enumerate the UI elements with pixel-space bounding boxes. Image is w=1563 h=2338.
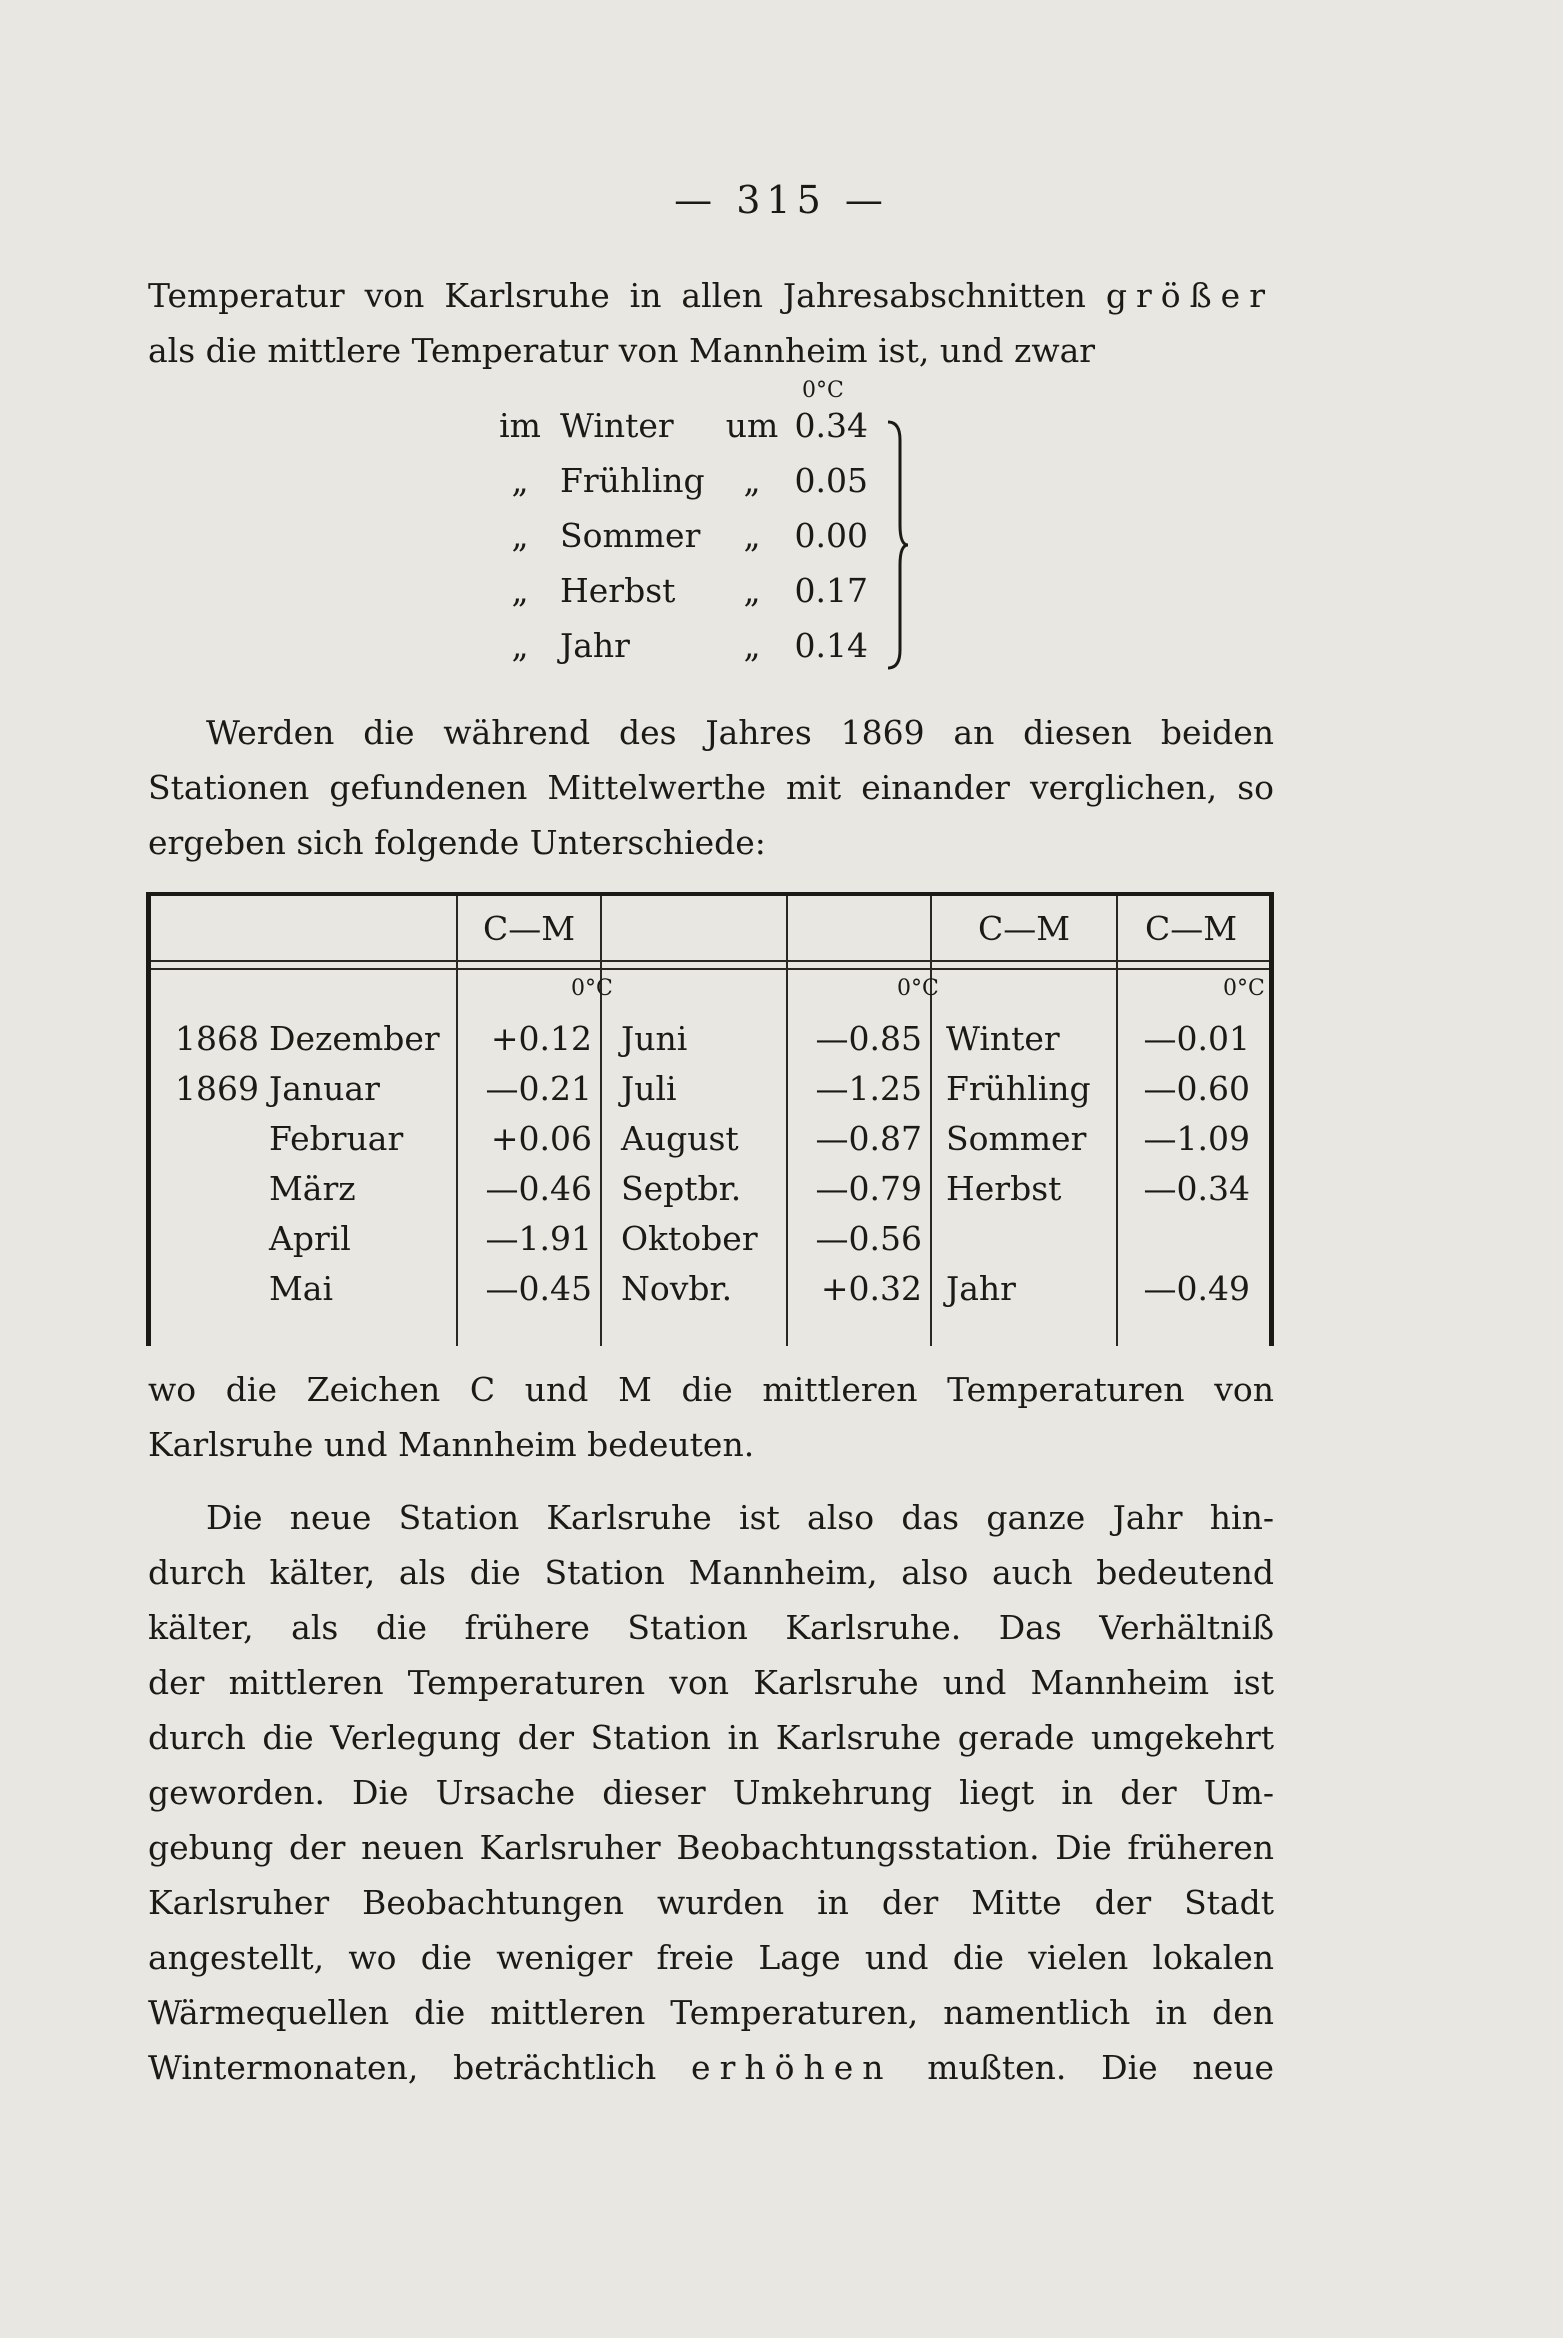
text-line: Wärmequellen die mittleren Temperaturen, namentlich in den: [148, 1993, 1274, 2032]
table-cell-value: —0.49: [1143, 1269, 1250, 1308]
text-line: Stationen gefundenen Mittelwerthe mit einander verglichen, so: [148, 768, 1274, 807]
text-line: Wintermonaten, beträchtlich erhöhen mußten. Die neue: [148, 2048, 1274, 2087]
text-line: Die neue Station Karlsruhe ist also das ganze Jahr hin-: [206, 1498, 1274, 1537]
paragraph-conclusion: [148, 1490, 1274, 2095]
table-cell-value: —0.46: [485, 1169, 592, 1208]
table-cell-month: Dezember: [269, 1019, 440, 1058]
text-line: wo die Zeichen C und M die mittleren Temperaturen von: [148, 1370, 1274, 1409]
unit-label: 0°C: [802, 378, 844, 403]
table-cell-value: —0.85: [815, 1019, 922, 1058]
table-cell-month: Novbr.: [621, 1269, 733, 1308]
table-cell-month: Januar: [269, 1069, 380, 1108]
table-cell-season: Herbst: [946, 1169, 1062, 1208]
paragraph-intro: [148, 268, 1274, 378]
table-cell-value: —1.25: [815, 1069, 922, 1108]
table-cell-value: —0.21: [485, 1069, 592, 1108]
page-number: — 315 —: [674, 178, 889, 222]
unit-label: 0°C: [897, 976, 939, 1001]
difference-row: „ Sommer „ 0.00: [511, 516, 868, 555]
column-header: C—M: [1144, 909, 1238, 948]
paragraph-comparison: [148, 705, 1274, 870]
difference-row: im Winter um 0.34: [499, 406, 868, 445]
table-cell-month: März: [269, 1169, 356, 1208]
text-line: der mittleren Temperaturen von Karlsruhe und Mannheim ist: [148, 1663, 1274, 1702]
table-cell-value: —0.87: [815, 1119, 922, 1158]
difference-list: [482, 378, 982, 673]
column-header: C—M: [482, 909, 576, 948]
table-cell-month: Juni: [621, 1019, 688, 1058]
table-cell-value: —0.79: [815, 1169, 922, 1208]
table-cell-value: +0.06: [490, 1119, 592, 1158]
curly-brace-icon: [886, 420, 910, 670]
table-cell-season: Sommer: [946, 1119, 1087, 1158]
table-cell-value: —0.34: [1143, 1169, 1250, 1208]
text-line: kälter, als die frühere Station Karlsruhe. Das Verhältniß: [148, 1608, 1274, 1647]
text-line: geworden. Die Ursache dieser Umkehrung liegt in der Um-: [148, 1773, 1274, 1812]
table-cell-month: August: [621, 1119, 739, 1158]
table-cell-season: Winter: [946, 1019, 1060, 1058]
table-cell-month: Mai: [269, 1269, 334, 1308]
header-rule: [151, 960, 1269, 970]
unit-label: 0°C: [1223, 976, 1265, 1001]
table-cell-value: —0.01: [1143, 1019, 1250, 1058]
difference-row: „ Frühling „ 0.05: [511, 461, 868, 500]
table-cell-month: Juli: [621, 1069, 677, 1108]
table-cell-value: —0.56: [815, 1219, 922, 1258]
table-cell-value: —1.09: [1143, 1119, 1250, 1158]
column-header: C—M: [977, 909, 1071, 948]
text-line: angestellt, wo die weniger freie Lage und die vielen lokalen: [148, 1938, 1274, 1977]
text-line: gebung der neuen Karlsruher Beobachtungsstation. Die früheren: [148, 1828, 1274, 1867]
paragraph-legend: [148, 1362, 1274, 1472]
unit-label: 0°C: [571, 976, 613, 1001]
text-line: Werden die während des Jahres 1869 an diesen beiden: [206, 713, 1274, 752]
text-line: durch die Verlegung der Station in Karlsruhe gerade umgekehrt: [148, 1718, 1274, 1757]
table-cell-value: —0.45: [485, 1269, 592, 1308]
difference-row: „ Jahr „ 0.14: [511, 626, 868, 665]
difference-table: [146, 892, 1274, 1346]
table-cell-value: —0.60: [1143, 1069, 1250, 1108]
table-cell-year: 1868: [175, 1019, 259, 1058]
text-line: Karlsruher Beobachtungen wurden in der Mitte der Stadt: [148, 1883, 1274, 1922]
table-cell-season: Frühling: [946, 1069, 1091, 1108]
table-cell-season: Jahr: [946, 1269, 1016, 1308]
table-cell-month: Septbr.: [621, 1169, 742, 1208]
difference-row: „ Herbst „ 0.17: [511, 571, 868, 610]
table-cell-month: Februar: [269, 1119, 404, 1158]
table-cell-value: +0.12: [490, 1019, 592, 1058]
text-line: ergeben sich folgende Unterschiede:: [148, 823, 766, 862]
table-cell-month: April: [269, 1219, 351, 1258]
table-cell-value: —1.91: [485, 1219, 592, 1258]
text-line: als die mittlere Temperatur von Mannheim ist, und zwar: [148, 331, 1096, 370]
table-cell-year: 1869: [175, 1069, 259, 1108]
text-line: durch kälter, als die Station Mannheim, also auch bedeutend: [148, 1553, 1274, 1592]
table-cell-month: Oktober: [621, 1219, 758, 1258]
table-cell-value: +0.32: [820, 1269, 922, 1308]
text-line: Karlsruhe und Mannheim bedeuten.: [148, 1425, 755, 1464]
text-line: Temperatur von Karlsruhe in allen Jahresabschnitten größer: [148, 276, 1274, 315]
